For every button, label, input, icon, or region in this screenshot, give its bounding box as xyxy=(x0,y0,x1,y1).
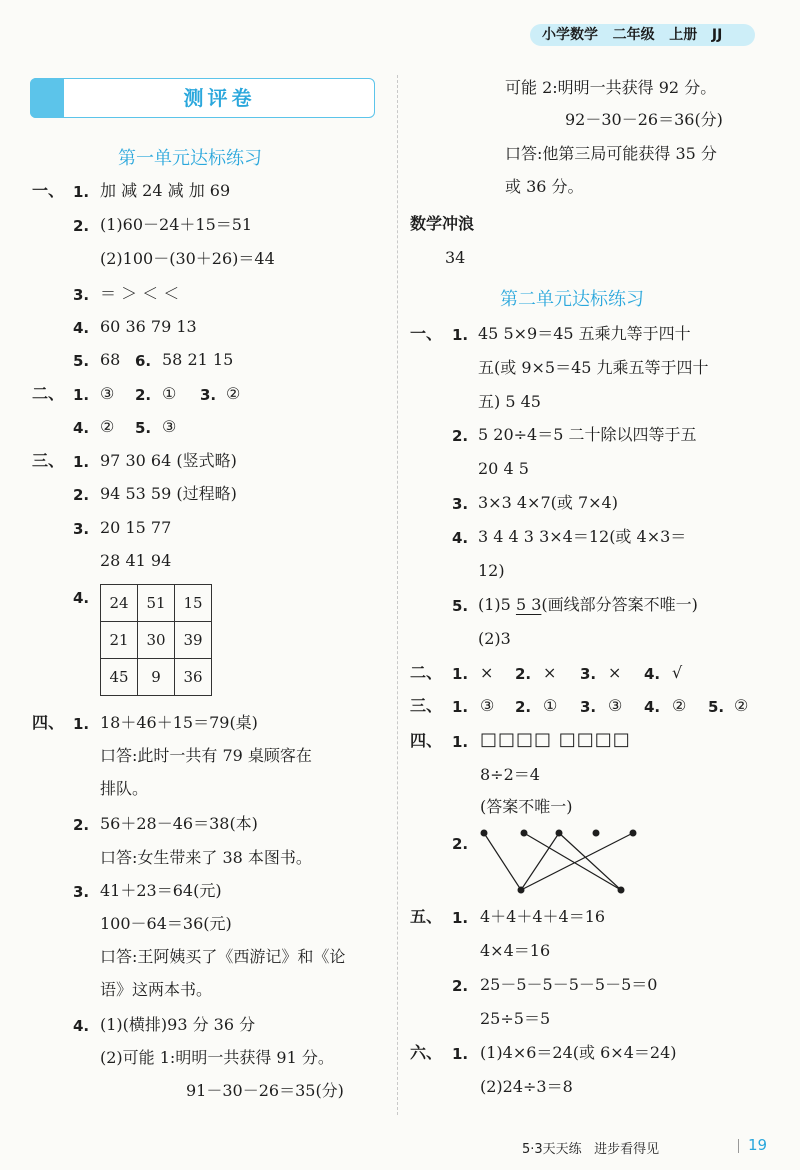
answer-text: ② xyxy=(100,417,115,436)
dot xyxy=(521,830,528,837)
grid-cell: 15 xyxy=(175,585,212,622)
question-number: 3. xyxy=(452,495,469,513)
answer-text: 可能 2:明明一共获得 92 分。 xyxy=(505,78,717,97)
dot xyxy=(518,887,525,894)
answer-text: ③ xyxy=(608,696,623,715)
answer-text: (2)100－(30＋26)＝44 xyxy=(100,249,275,268)
question-number: 5. xyxy=(452,597,469,615)
question-number: 1. xyxy=(73,453,90,471)
bonus-title: 数学冲浪 xyxy=(410,214,475,233)
answer-text: 3 4 4 3 3×4＝12(或 4×3＝ xyxy=(478,527,687,546)
match-line xyxy=(521,833,559,890)
footer xyxy=(522,1138,659,1157)
answer-text: × xyxy=(543,663,557,682)
answer-text: (2)3 xyxy=(478,629,511,648)
question-number: 6. xyxy=(135,352,152,370)
question-number: 1. xyxy=(452,733,469,751)
dot xyxy=(593,830,600,837)
column-divider xyxy=(397,75,398,1115)
question-number: 1. xyxy=(452,909,469,927)
section-label: 二、 xyxy=(32,384,65,403)
answer-text: 92－30－26＝36(分) xyxy=(565,110,723,129)
answer-text: 28 41 94 xyxy=(100,551,172,570)
question-number: 4. xyxy=(644,698,661,716)
question-number: 4. xyxy=(644,665,661,683)
question-number: 1. xyxy=(452,326,469,344)
question-number: 2. xyxy=(452,835,469,853)
question-number: 3. xyxy=(73,286,90,304)
question-number: 1. xyxy=(452,698,469,716)
question-number: 1. xyxy=(452,1045,469,1063)
question-number: 1. xyxy=(452,665,469,683)
question-number: 1. xyxy=(73,386,90,404)
answer-text: 20 4 5 xyxy=(478,459,529,478)
match-line xyxy=(559,833,621,890)
question-number: 5. xyxy=(73,352,90,370)
answer-text: 口答:女生带来了 38 本图书。 xyxy=(100,848,312,867)
answer-text: ＝ ＞ ＜ ＜ xyxy=(100,284,180,303)
answer-text: × xyxy=(480,663,494,682)
question-number: 4. xyxy=(73,589,90,607)
answer-text: 3×3 4×7(或 7×4) xyxy=(478,493,618,512)
section-label: 四、 xyxy=(410,731,443,750)
answer-part: (1)5 xyxy=(478,595,516,614)
dot xyxy=(630,830,637,837)
section-label: 六、 xyxy=(410,1043,443,1062)
magic-square-grid xyxy=(100,584,212,696)
answer-text: 25－5－5－5－5－5＝0 xyxy=(480,975,658,994)
answer-text: 56＋28－46＝38(本) xyxy=(100,814,258,833)
answer-text: 加 减 24 减 加 69 xyxy=(100,181,231,200)
header-term: 上册 xyxy=(669,27,698,43)
answer-text: 94 53 59 (过程略) xyxy=(100,484,237,503)
box-answer: □□□□ □□□□ xyxy=(480,729,631,750)
grid-cell: 45 xyxy=(101,659,138,696)
section-label: 一、 xyxy=(32,181,65,200)
question-number: 4. xyxy=(73,1017,90,1035)
answer-text: ① xyxy=(162,384,177,403)
match-line xyxy=(484,833,521,890)
answer-text: 18＋46＋15＝79(桌) xyxy=(100,713,258,732)
question-number: 3. xyxy=(580,665,597,683)
question-number: 2. xyxy=(73,816,90,834)
question-number: 2. xyxy=(515,665,532,683)
answer-text: ③ xyxy=(100,384,115,403)
answer-text: × xyxy=(608,663,622,682)
grid-cell: 39 xyxy=(175,622,212,659)
question-number: 1. xyxy=(73,715,90,733)
answer-text: (2)可能 1:明明一共获得 91 分。 xyxy=(100,1048,334,1067)
header-grade: 二年级 xyxy=(612,27,655,43)
answer-text: (1)4×6＝24(或 6×4＝24) xyxy=(480,1043,677,1062)
header-edition: JJ xyxy=(711,27,723,43)
answer-text: 语》这两本书。 xyxy=(100,980,213,999)
answer-text: 4×4＝16 xyxy=(480,941,551,960)
answer-text: 97 30 64 (竖式略) xyxy=(100,451,237,470)
grid-cell: 21 xyxy=(101,622,138,659)
answer-text: 91－30－26＝35(分) xyxy=(186,1081,344,1100)
answer-text: (2)24÷3＝8 xyxy=(480,1077,573,1096)
grid-cell: 9 xyxy=(138,659,175,696)
answer-text: 口答:此时一共有 79 桌顾客在 xyxy=(100,746,312,765)
answer-text: 排队。 xyxy=(100,779,149,798)
question-number: 3. xyxy=(580,698,597,716)
answer-note: (答案不唯一) xyxy=(480,797,573,816)
answer-text: 12) xyxy=(478,561,505,580)
question-number: 2. xyxy=(452,977,469,995)
answer-text: ③ xyxy=(162,417,177,436)
dot xyxy=(556,830,563,837)
dot xyxy=(618,887,625,894)
question-number: 5. xyxy=(135,419,152,437)
answer-text: 口答:他第三局可能获得 35 分 xyxy=(505,144,717,163)
question-number: 5. xyxy=(708,698,725,716)
answer-text: ② xyxy=(226,384,241,403)
unit2-title: 第二单元达标练习 xyxy=(500,289,644,310)
header-pill xyxy=(530,24,755,46)
answer-text: 五(或 9×5＝45 九乘五等于四十 xyxy=(478,358,709,377)
grid-cell: 51 xyxy=(138,585,175,622)
section-label: 四、 xyxy=(32,713,65,732)
answer-text: 4＋4＋4＋4＝16 xyxy=(480,907,606,926)
answer-text: 100－64＝36(元) xyxy=(100,914,232,933)
section-label: 五、 xyxy=(410,907,443,926)
question-number: 4. xyxy=(73,319,90,337)
answer-text: 34 xyxy=(445,248,466,267)
unit1-title: 第一单元达标练习 xyxy=(118,148,262,169)
header-subject: 小学数学 xyxy=(542,27,598,43)
answer-text: 58 21 15 xyxy=(162,350,234,369)
answer-text: 5 20÷4＝5 二十除以四等于五 xyxy=(478,425,697,444)
matching-diagram xyxy=(476,826,646,898)
question-number: 2. xyxy=(135,386,152,404)
section-label: 三、 xyxy=(410,696,443,715)
answer-text: ① xyxy=(543,696,558,715)
footer-divider xyxy=(738,1139,739,1153)
footer-brand: 5·3天天练 xyxy=(522,1142,582,1157)
question-number: 1. xyxy=(73,183,90,201)
answer-text xyxy=(478,595,698,615)
answer-note: (画线部分答案不唯一) xyxy=(541,595,698,614)
question-number: 4. xyxy=(452,529,469,547)
section-label: 一、 xyxy=(410,324,443,343)
answer-text: 41＋23＝64(元) xyxy=(100,881,222,900)
question-number: 3. xyxy=(73,883,90,901)
footer-slogan: 进步看得见 xyxy=(594,1142,660,1157)
question-number: 2. xyxy=(515,698,532,716)
answer-text: ② xyxy=(672,696,687,715)
answer-text: 68 xyxy=(100,350,121,369)
answer-text: 25÷5＝5 xyxy=(480,1009,551,1028)
answer-text: (1)(横排)93 分 36 分 xyxy=(100,1015,256,1034)
dot xyxy=(481,830,488,837)
page-number: 19 xyxy=(748,1136,768,1154)
answer-text: 口答:王阿姨买了《西游记》和《论 xyxy=(100,947,346,966)
answer-text: 60 36 79 13 xyxy=(100,317,197,336)
answer-text: 五) 5 45 xyxy=(478,392,541,411)
question-number: 3. xyxy=(200,386,217,404)
grid-cell: 30 xyxy=(138,622,175,659)
question-number: 2. xyxy=(73,486,90,504)
answer-text: ② xyxy=(734,696,749,715)
question-number: 4. xyxy=(73,419,90,437)
answer-text: (1)60－24＋15＝51 xyxy=(100,215,253,234)
banner-title: 测评卷 xyxy=(183,86,256,110)
answer-text: 45 5×9＝45 五乘九等于四十 xyxy=(478,324,691,343)
answer-text: √ xyxy=(672,663,683,682)
answer-text: 20 15 77 xyxy=(100,518,172,537)
underlined-answer: 5 3 xyxy=(515,595,542,614)
section-banner xyxy=(30,78,375,118)
grid-cell: 24 xyxy=(101,585,138,622)
question-number: 2. xyxy=(452,427,469,445)
question-number: 2. xyxy=(73,217,90,235)
answer-text: ③ xyxy=(480,696,495,715)
answer-text: 8÷2＝4 xyxy=(480,765,540,784)
grid-cell: 36 xyxy=(175,659,212,696)
answer-text: 或 36 分。 xyxy=(505,177,584,196)
question-number: 3. xyxy=(73,520,90,538)
section-label: 二、 xyxy=(410,663,443,682)
section-label: 三、 xyxy=(32,451,65,470)
banner-tab xyxy=(30,78,64,118)
